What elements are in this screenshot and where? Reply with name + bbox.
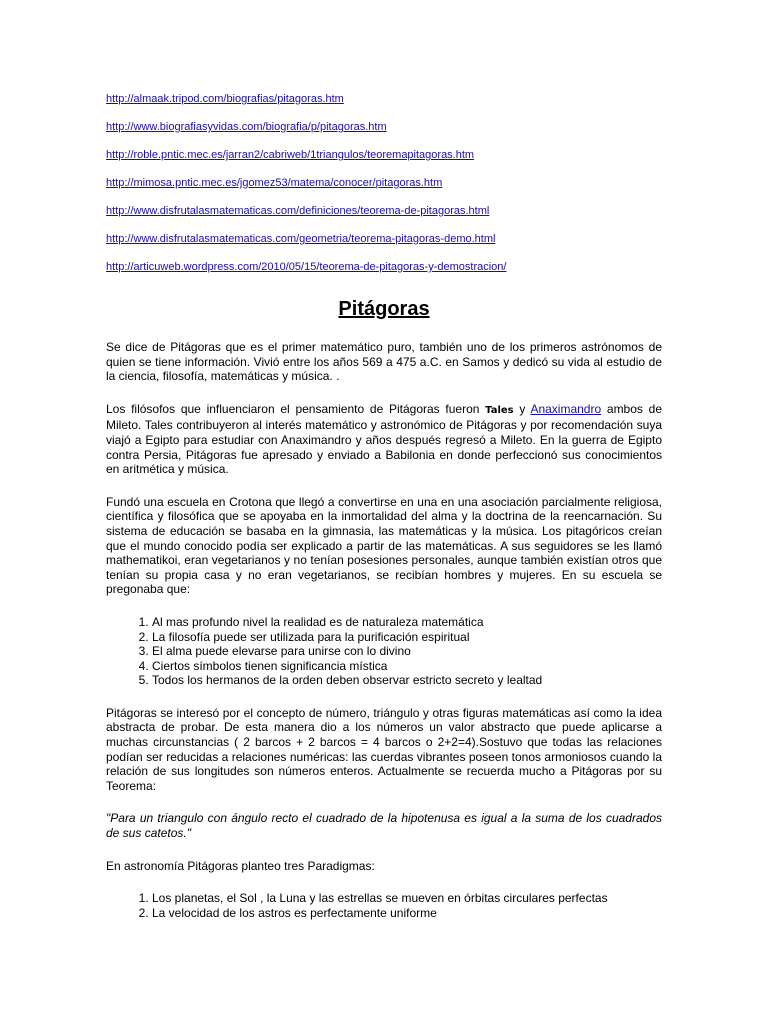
- paradigms-list: [106, 891, 662, 920]
- paragraph-school: Fundó una escuela en Crotona que llegó a convertirse en una en una asociación parcialmente religiosa, científica y filosófica que se apoyaba en la inmortalidad del alma y la doctrina de la reencarnación. Su sistema de educación se basaba en la gimnasia, las matemáticas y la música. Los pitagóricos creían que el mundo conocido podía ser explicado a partir de las matemáticas. A sus seguidores se les llamó mathematikoi, eran vegetarianos y no tenían posesiones personales, aunque también existían otros que tenían su propia casa y no eran vegetarianos, se recibían hombres y mujeres. En su escuela se pregonaba que:: [106, 494, 662, 597]
- influences-text-mid: y: [513, 401, 531, 416]
- list-item: 3. El alma puede elevarse para unirse con lo divino: [152, 644, 662, 659]
- reference-link-7[interactable]: http://articuweb.wordpress.com/2010/05/15/teorema-de-pitagoras-y-demostracion/: [106, 261, 507, 273]
- list-item: 2. La filosofía puede ser utilizada para la purificación espiritual: [152, 630, 662, 645]
- paragraph-intro: Se dice de Pitágoras que es el primer matemático puro, también uno de los primeros astrónomos de quien se tiene información. Vivió entre los años 569 a 475 a.C. en Samos y dedicó su vida al estudio de la ciencia, filosofía, matemáticas y música. .: [106, 340, 662, 384]
- list-item: 1. Al mas profundo nivel la realidad es de naturaleza matemática: [152, 615, 662, 630]
- paragraph-influences: [106, 402, 662, 477]
- reference-link-3[interactable]: http://roble.pntic.mec.es/jarran2/cabriweb/1triangulos/teoremapitagoras.htm: [106, 149, 475, 161]
- list-item: 4. Ciertos símbolos tienen significancia mística: [152, 659, 662, 674]
- paragraph-numbers: Pitágoras se interesó por el concepto de número, triángulo y otras figuras matemáticas así como la idea abstracta de probar. De esta manera dio a los números un valor abstracto que puede aplicarse a muchas circunstancias ( 2 barcos + 2 barcos = 4 barcos o 2+2=4).Sostuvo que todas las relaciones podían ser reducidas a relaciones numéricas: las cuerdas vibrantes poseen tonos armoniosos cuando la relación de sus longitudes son números enteros. Actualmente se recuerda mucho a Pitágoras por su Teorema:: [106, 705, 662, 793]
- list-item: 5. Todos los hermanos de la orden deben observar estricto secreto y lealtad: [152, 673, 662, 688]
- influences-text-before: Los filósofos que influenciaron el pensamiento de Pitágoras fueron: [106, 401, 486, 416]
- tales-name: Tales: [485, 404, 514, 416]
- reference-links: [106, 93, 666, 289]
- reference-link-5[interactable]: http://www.disfrutalasmatematicas.com/definiciones/teorema-de-pitagoras.html: [106, 205, 490, 217]
- reference-link-2[interactable]: http://www.biografiasyvidas.com/biografia/p/pitagoras.htm: [106, 121, 387, 133]
- theorem-quote: "Para un triangulo con ángulo recto el cuadrado de la hipotenusa es igual a la suma de los cuadrados de sus catetos.": [106, 811, 662, 841]
- beliefs-list: [106, 615, 662, 688]
- influences-text-after: ambos de Mileto. Tales contribuyeron al interés matemático y astronómico de Pitágoras y por recomendación suya viajó a Egipto para estudiar con Anaximandro y años después regresó a Mileto. En la guerra de Egipto contra Persia, Pitágoras fue apresado y enviado a Babilonia en donde perfeccionó sus conocimientos en aritmética y música.: [106, 401, 662, 477]
- list-item: 1. Los planetas, el Sol , la Luna y las estrellas se mueven en órbitas circulares perfectas: [152, 891, 662, 906]
- page-title: Pitágoras: [338, 298, 430, 320]
- reference-link-4[interactable]: http://mimosa.pntic.mec.es/jgomez53/matema/conocer/pitagoras.htm: [106, 177, 443, 189]
- reference-link-1[interactable]: http://almaak.tripod.com/biografias/pitagoras.htm: [106, 93, 344, 105]
- reference-link-6[interactable]: http://www.disfrutalasmatematicas.com/geometria/teorema-pitagoras-demo.html: [106, 233, 496, 245]
- article-body: [106, 340, 662, 938]
- paragraph-astronomy: En astronomía Pitágoras planteo tres Paradigmas:: [106, 858, 375, 873]
- list-item: 2. La velocidad de los astros es perfectamente uniforme: [152, 906, 662, 921]
- anaximandro-link[interactable]: Anaximandro: [530, 401, 602, 416]
